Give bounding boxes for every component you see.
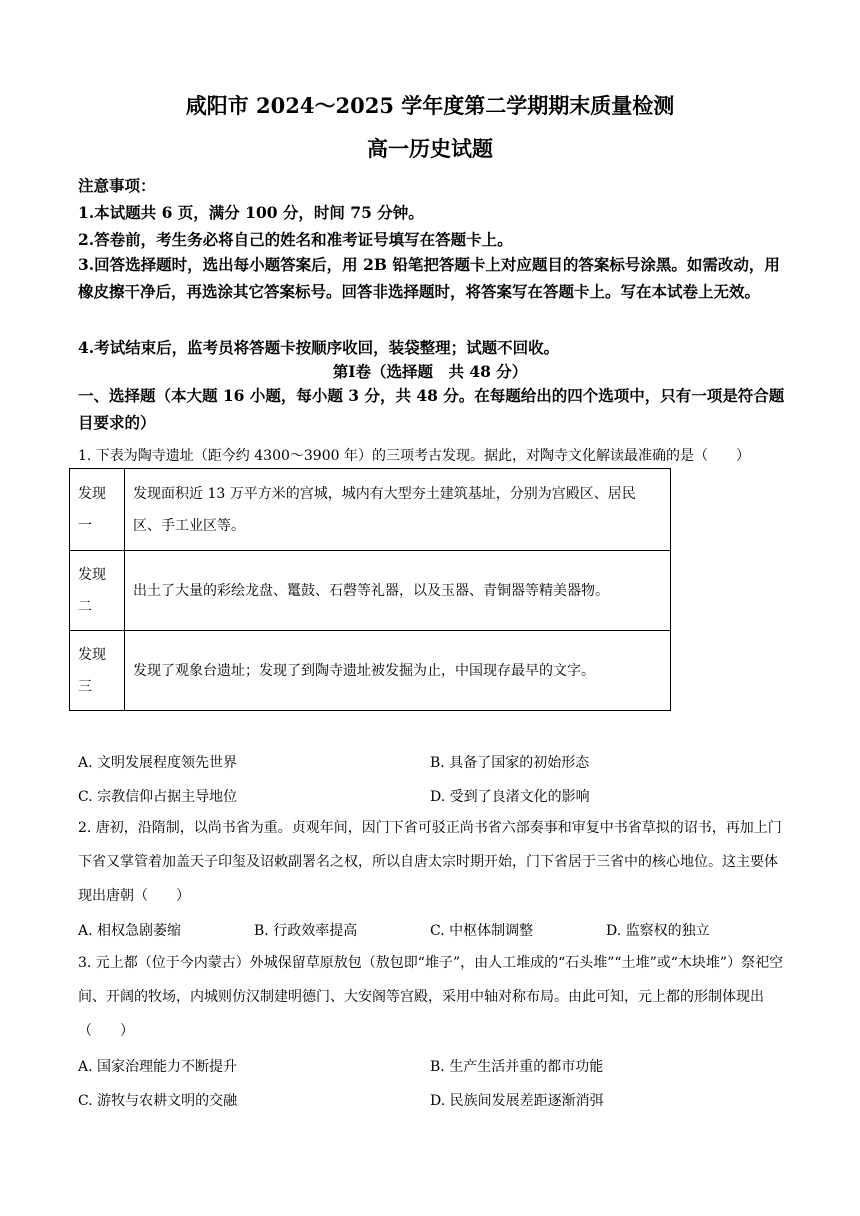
question-1-stem: 1. 下表为陶寺遗址（距今约 4300～3900 年）的三项考古发现。据此，对陶寺文化解读最准确的是（ ） xyxy=(78,448,750,464)
option-d[interactable]: D. 受到了良渚文化的影响 xyxy=(430,789,590,805)
discovery-table xyxy=(69,468,671,711)
table-row xyxy=(70,551,671,631)
row-label: 发现一 xyxy=(70,469,125,551)
question-2-stem: 2. 唐初，沿隋制，以尚书省为重。贞观年间，因门下省可驳正尚书省六部奏事和审复中书省草拟的诏书，再加上门下省又掌管着加盖天子印玺及诏敕副署名之权，所以自唐太宗时期开始，门下省居于三省中的核心地位。这主要体现出唐朝（ ） xyxy=(78,820,782,904)
option-d[interactable]: D. 监察权的独立 xyxy=(606,923,710,939)
option-a[interactable]: A. 文明发展程度领先世界 xyxy=(78,755,238,771)
table-row xyxy=(70,469,671,551)
section-instruction: 一、选择题（本大题 16 小题，每小题 3 分，共 48 分。在每题给出的四个选项中，只有一项是符合题目要求的） xyxy=(78,386,785,432)
volume-heading: 第Ⅰ卷（选择题 共 48 分） xyxy=(332,362,528,381)
notice-item: 1.本试题共 6 页，满分 100 分，时间 75 分钟。 xyxy=(78,203,424,222)
option-c[interactable]: C. 中枢体制调整 xyxy=(430,923,534,939)
notice-item: 3.回答选择题时，选出每小题答案后，用 2B 铅笔把答题卡上对应题目的答案标号涂黑。如需改动，用橡皮擦干净后，再选涂其它答案标号。回答非选择题时，将答案写在答题卡上。写在本试卷上无效。 xyxy=(78,255,780,301)
row-content: 发现了观象台遗址；发现了到陶寺遗址被发掘为止，中国现存最早的文字。 xyxy=(125,631,671,711)
option-a[interactable]: A. 相权急剧萎缩 xyxy=(78,923,182,939)
option-b[interactable]: B. 具备了国家的初始形态 xyxy=(430,755,590,771)
option-c[interactable]: C. 游牧与农耕文明的交融 xyxy=(78,1093,238,1109)
option-c[interactable]: C. 宗教信仰占据主导地位 xyxy=(78,789,238,805)
question-3-stem: 3. 元上都（位于今内蒙古）外城保留草原敖包（敖包即“堆子”，由人工堆成的“石头堆”“土堆”或“木块堆”）祭祀空间、开阔的牧场，内城则仿汉制建明德门、大安阁等宫殿，采用中轴对称布局。由此可知，元上都的形制体现出（ ） xyxy=(78,955,784,1039)
option-b[interactable]: B. 生产生活并重的都市功能 xyxy=(430,1059,604,1075)
row-label: 发现三 xyxy=(70,631,125,711)
exam-subtitle: 高一历史试题 xyxy=(367,136,493,161)
notice-heading: 注意事项： xyxy=(78,176,156,195)
option-a[interactable]: A. 国家治理能力不断提升 xyxy=(78,1059,238,1075)
row-content: 发现面积近 13 万平方米的宫城，城内有大型夯土建筑基址，分别为宫殿区、居民区、手工业区等。 xyxy=(125,469,671,551)
row-content: 出土了大量的彩绘龙盘、鼍鼓、石磬等礼器，以及玉器、青铜器等精美器物。 xyxy=(125,551,671,631)
notice-item: 4.考试结束后，监考员将答题卡按顺序收回，装袋整理；试题不回收。 xyxy=(78,338,560,357)
table-row xyxy=(70,631,671,711)
option-d[interactable]: D. 民族间发展差距逐渐消弭 xyxy=(430,1093,604,1109)
row-label: 发现二 xyxy=(70,551,125,631)
exam-title: 咸阳市 2024～2025 学年度第二学期期末质量检测 xyxy=(185,93,675,118)
option-b[interactable]: B. 行政效率提高 xyxy=(254,923,358,939)
notice-item: 2.答卷前，考生务必将自己的姓名和准考证号填写在答题卡上。 xyxy=(78,230,513,249)
